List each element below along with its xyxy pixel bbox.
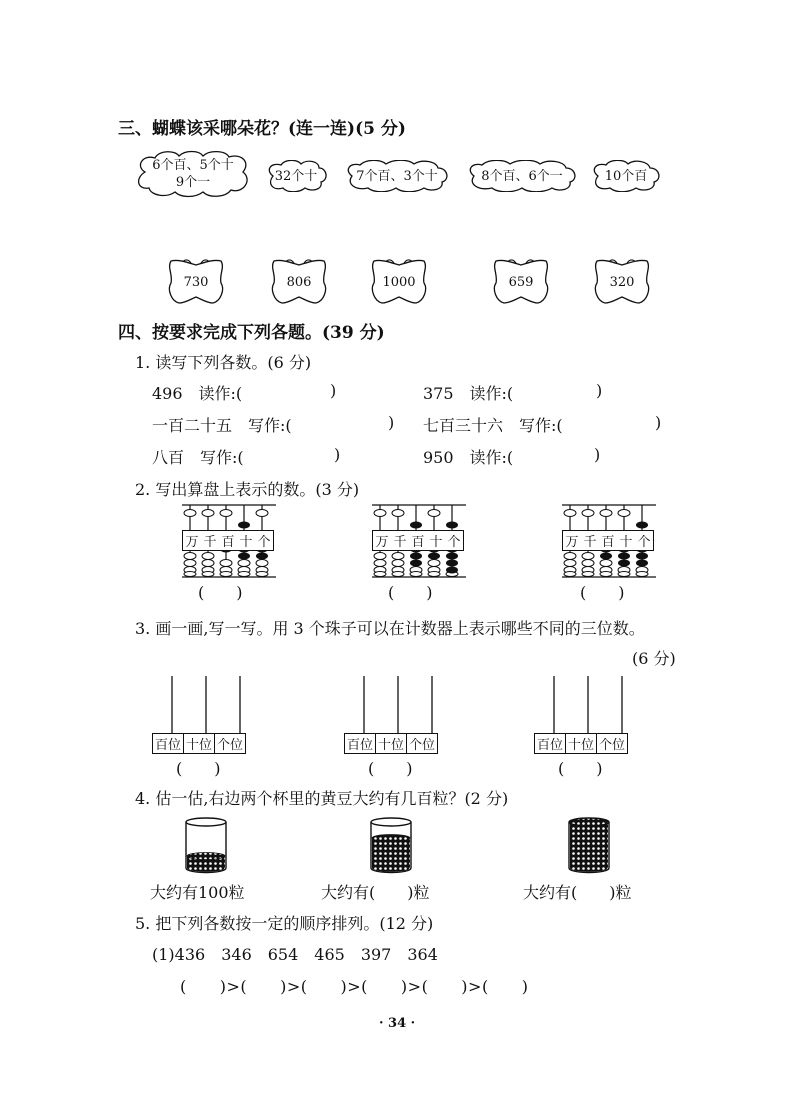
label-bai: 百 [411, 535, 425, 550]
butterfly-1-label: 730 [183, 275, 209, 290]
q1-item-4[interactable]: 七百三十六 写作:( [423, 416, 563, 435]
q1-item-2-close: ) [596, 381, 603, 400]
label-shi: 十 [619, 535, 633, 550]
label-tens: 十位 [376, 734, 407, 753]
abacus-1-answer[interactable]: ( ) [198, 583, 243, 602]
q1-item-2[interactable]: 375 读作:( [423, 384, 514, 403]
q1-item-3[interactable]: 一百二十五 写作:( [152, 416, 292, 435]
butterfly-4[interactable] [490, 257, 552, 309]
flower-2-label: 32个十 [274, 168, 318, 184]
cup-1-caption: 大约有100粒 [150, 883, 245, 902]
q5-title: 5. 把下列各数按一定的顺序排列。(12 分) [135, 914, 434, 933]
cup-3 [566, 816, 612, 874]
q1-item-6[interactable]: 950 读作:( [423, 448, 514, 467]
label-hundreds: 百位 [345, 734, 376, 753]
abacus-3-labels [562, 530, 654, 551]
counter-1-rods [150, 676, 250, 736]
label-tens: 十位 [566, 734, 597, 753]
flower-1-line2: 9个一 [175, 175, 211, 190]
flower-3-label: 7个百、3个十 [356, 168, 438, 184]
flower-3[interactable] [344, 160, 450, 192]
q1-item-1-close: ) [330, 381, 337, 400]
counter-2-rods [342, 676, 442, 736]
abacus-2-answer[interactable]: ( ) [388, 583, 433, 602]
label-ge: 个 [447, 535, 461, 550]
cup-3-caption[interactable]: 大约有( )粒 [523, 883, 632, 902]
label-ge: 个 [257, 535, 271, 550]
butterfly-5-label: 320 [609, 275, 635, 290]
butterfly-4-label: 659 [508, 275, 534, 290]
q5-numbers: (1)436 346 654 465 397 364 [152, 945, 438, 964]
label-bai: 百 [601, 535, 615, 550]
q1-item-6-close: ) [594, 445, 601, 464]
cup-2 [368, 816, 414, 874]
flower-1-line1: 6个百、5个十 [152, 158, 234, 173]
abacus-3-answer[interactable]: ( ) [580, 583, 625, 602]
page-number: · 34 · [379, 1016, 416, 1031]
cup-1 [183, 816, 229, 874]
counter-1-labels [152, 733, 246, 754]
cup-2-caption[interactable]: 大约有( )粒 [321, 883, 430, 902]
butterfly-2[interactable] [268, 257, 330, 309]
butterfly-2-label: 806 [286, 275, 312, 290]
counter-2-labels [344, 733, 438, 754]
flower-2[interactable] [265, 160, 327, 192]
butterfly-1[interactable] [165, 257, 227, 309]
label-ones: 个位 [599, 738, 626, 753]
butterfly-5[interactable] [591, 257, 653, 309]
q1-item-5-close: ) [334, 445, 341, 464]
label-shi: 十 [429, 535, 443, 550]
q2-title: 2. 写出算盘上表示的数。(3 分) [135, 480, 360, 499]
abacus-1-labels [182, 530, 274, 551]
label-hundreds: 百位 [535, 734, 566, 753]
q1-item-5[interactable]: 八百 写作:( [152, 448, 244, 467]
flower-4[interactable] [466, 160, 578, 192]
butterfly-3[interactable] [368, 257, 430, 309]
label-hundreds: 百位 [153, 734, 184, 753]
label-qian: 千 [583, 535, 597, 550]
q4-title: 4. 估一估,右边两个杯里的黄豆大约有几百粒？(2 分) [135, 789, 509, 808]
counter-3-labels [534, 733, 628, 754]
flower-4-label: 8个百、6个一 [481, 168, 563, 184]
label-ones: 个位 [409, 738, 436, 753]
q1-item-3-close: ) [388, 413, 395, 432]
label-ge: 个 [637, 535, 651, 550]
label-ones: 个位 [217, 738, 244, 753]
butterfly-3-label: 1000 [382, 275, 416, 290]
abacus-2-labels [372, 530, 464, 551]
q1-title: 1. 读写下列各数。(6 分) [135, 353, 312, 372]
label-shi: 十 [239, 535, 253, 550]
section4-title: 四、按要求完成下列各题。(39 分) [118, 323, 385, 343]
label-qian: 千 [203, 535, 217, 550]
label-tens: 十位 [184, 734, 215, 753]
counter-1-answer[interactable]: ( ) [176, 759, 221, 778]
q1-item-4-close: ) [655, 413, 662, 432]
label-bai: 百 [221, 535, 235, 550]
label-wan: 万 [565, 535, 579, 550]
flower-5-label: 10个百 [604, 168, 648, 184]
flower-1[interactable] [133, 150, 253, 198]
counter-3-rods [532, 676, 632, 736]
section3-title: 三、蝴蝶该采哪朵花？(连一连)(5 分) [118, 119, 406, 139]
flower-5[interactable] [590, 160, 662, 192]
q3-title: 3. 画一画,写一写。用 3 个珠子可以在计数器上表示哪些不同的三位数。 [135, 619, 645, 638]
q5-order-blanks[interactable]: ( )>( )>( )>( )>( )>( ) [180, 977, 529, 996]
counter-2-answer[interactable]: ( ) [368, 759, 413, 778]
label-wan: 万 [185, 535, 199, 550]
counter-3-answer[interactable]: ( ) [558, 759, 603, 778]
label-qian: 千 [393, 535, 407, 550]
q1-item-1[interactable]: 496 读作:( [152, 384, 243, 403]
q3-score: (6 分) [632, 649, 676, 668]
label-wan: 万 [375, 535, 389, 550]
